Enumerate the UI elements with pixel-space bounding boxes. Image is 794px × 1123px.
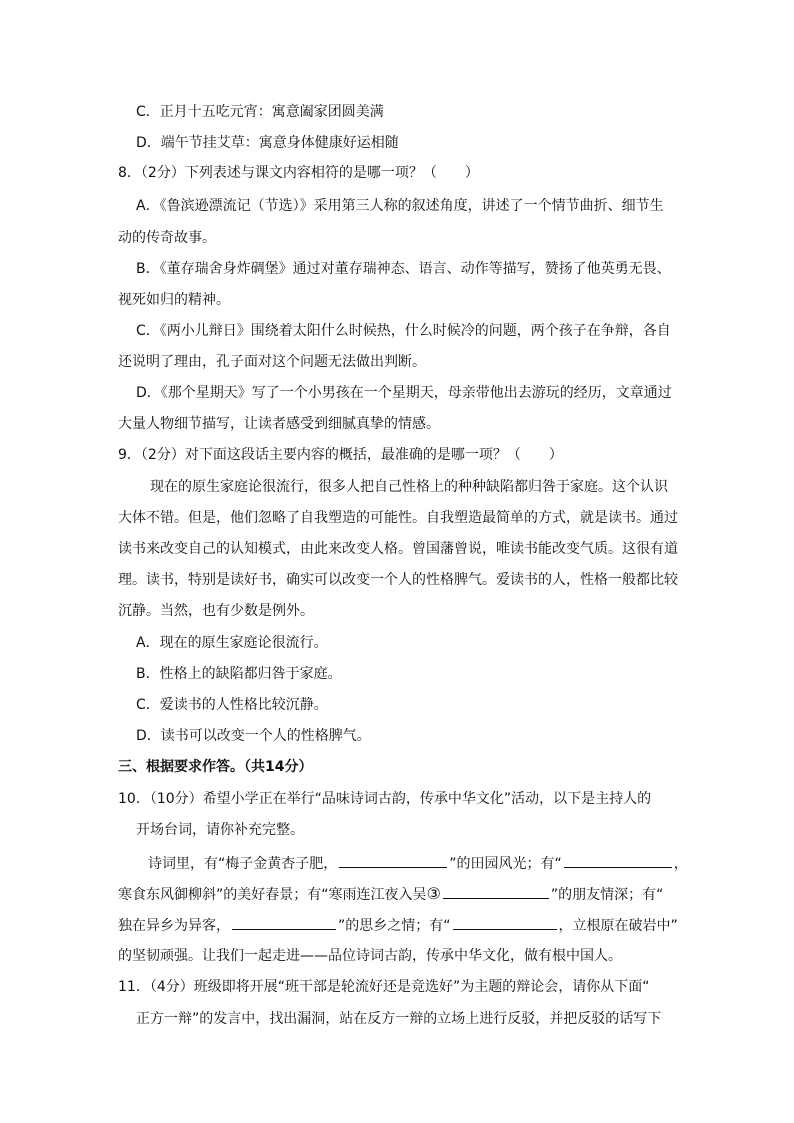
q9-passage-line5: 沉静。当然，也有少数是例外。 [118, 603, 314, 619]
q9-passage-line2: 大体不错。但是，他们忽略了自我塑造的可能性。自我塑造最简单的方式，就是读书。通过 [118, 510, 678, 526]
answer-blank[interactable] [232, 915, 336, 930]
q8-option-b-line1: B．《董存瑞舍身炸碉堡》通过对董存瑞神态、语言、动作等描写，赞扬了他英勇无畏、 [136, 261, 671, 277]
q9-option-a: A．现在的原生家庭论很流行。 [136, 635, 328, 651]
q7-option-d: D．端午节挂艾草：寓意身体健康好运相随 [136, 135, 399, 151]
q9-option-b: B．性格上的缺陷都归咎于家庭。 [136, 666, 342, 682]
q10-text: ， [673, 856, 688, 872]
q8-option-c-line1: C．《两小儿辩日》围绕着太阳什么时候热，什么时候冷的问题，两个孩子在争辩，各自 [136, 323, 671, 339]
q8-option-d-line1: D．《那个星期天》写了一个小男孩在一个星期天，母亲带他出去游玩的经历，文章通过 [136, 385, 672, 401]
q7-option-c: C．正月十五吃元宵：寓意阖家团圆美满 [136, 104, 384, 120]
q10-text: ”的思乡之情；有“ [338, 918, 451, 934]
answer-blank[interactable] [339, 853, 447, 868]
q10-text: ，立根原在破岩中” [558, 918, 678, 934]
q10-text: 寒食东风御柳斜”的美好春景；有“寒雨连江夜入吴 [118, 887, 427, 903]
q8-option-c-line2: 还说明了理由，孔子面对这个问题无法做出判断。 [118, 354, 426, 370]
q8-option-a-line2: 动的传奇故事。 [118, 230, 216, 246]
q10-stem-line1: 10．（10分）希望小学正在举行“品味诗词古韵，传承中华文化”活动，以下是主持人的 [118, 791, 652, 807]
q10-stem-line2: 开场台词，请你补充完整。 [136, 822, 304, 838]
q10-text: 独在异乡为异客， [118, 918, 230, 934]
circled-three: ③ [426, 884, 441, 903]
q9-passage-line1: 现在的原生家庭论很流行，很多人把自己性格上的种种缺陷都归咎于家庭。这个认识 [150, 479, 668, 495]
q10-text: 诗词里，有“梅子金黄杏子肥， [148, 856, 338, 872]
answer-blank[interactable] [564, 853, 672, 868]
section-3-title: 三、根据要求作答。（共14分） [118, 759, 313, 775]
q10-fill-line2 [118, 884, 663, 905]
q11-stem-line2: 正方一辩”的发言中，找出漏洞，站在反方一辩的立场上进行反驳，并把反驳的话写下 [136, 1011, 662, 1027]
answer-blank[interactable] [453, 915, 557, 930]
q8-stem: 8．（2分）下列表述与课文内容相符的是哪一项？（ ） [118, 165, 479, 181]
q10-fill-line3 [118, 915, 678, 936]
q11-stem-line1: 11．（4分）班级即将开展“班干部是轮流好还是竞选好”为主题的辩论会，请你从下面“ [118, 979, 650, 995]
q9-passage-line4: 理。读书，特别是读好书，确实可以改变一个人的性格脾气。爱读书的人，性格一般都比较 [118, 572, 678, 588]
q9-option-c: C．爱读书的人性格比较沉静。 [136, 697, 328, 713]
q10-text: ”的田园风光；有“ [449, 856, 562, 872]
q9-stem: 9．（2分）对下面这段话主要内容的概括，最准确的是哪一项？（ ） [118, 447, 563, 463]
q10-fill-line4: 的坚韧顽强。让我们一起走进——品位诗词古韵，传承中华文化，做有根中国人。 [118, 948, 622, 964]
answer-blank[interactable] [443, 884, 549, 899]
q10-fill-line1 [148, 853, 688, 874]
q9-option-d: D．读书可以改变一个人的性格脾气。 [136, 728, 371, 744]
q8-option-b-line2: 视死如归的精神。 [118, 292, 230, 308]
q8-option-a-line1: A．《鲁滨逊漂流记（节选）》采用第三人称的叙述角度，讲述了一个情节曲折、细节生 [136, 198, 664, 214]
q9-passage-line3: 读书来改变自己的认知模式，由此来改变人格。曾国藩曾说，唯读书能改变气质。这很有道 [118, 541, 678, 557]
q10-text: ”的朋友情深；有“ [550, 887, 664, 903]
q8-option-d-line2: 大量人物细节描写，让读者感受到细腻真挚的情感。 [118, 416, 440, 432]
